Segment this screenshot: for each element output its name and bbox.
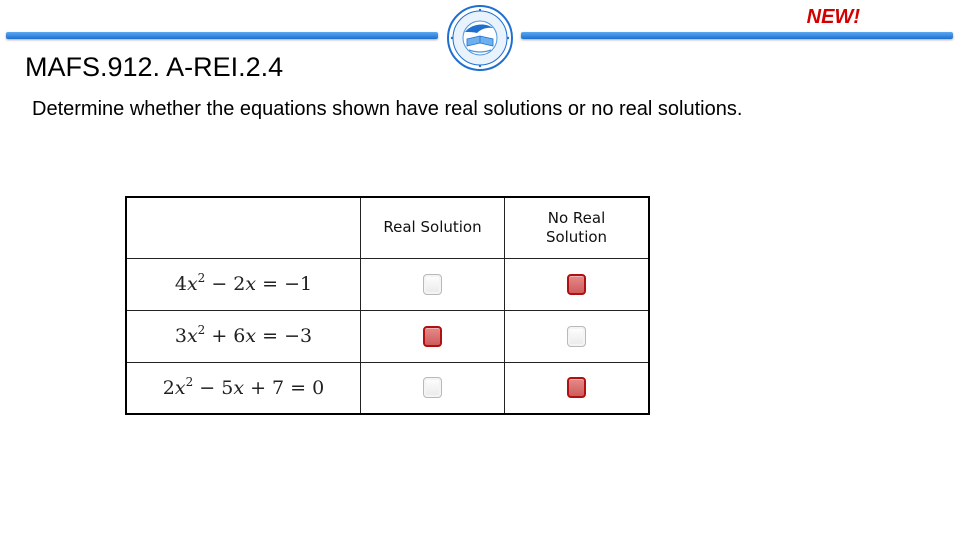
checkbox-icon[interactable]: [567, 377, 586, 398]
equation-coefficient-b: − 5: [193, 376, 234, 399]
no-real-solution-cell: [505, 258, 650, 310]
equation-constant: = −3: [256, 325, 313, 347]
equation-coefficient-b: − 2: [205, 273, 246, 295]
question-prompt: Determine whether the equations shown have real solutions or no real solutions.: [32, 98, 743, 120]
header-real-solution: Real Solution: [361, 197, 505, 258]
header-rule-left: [6, 32, 438, 39]
no-real-solution-cell: [505, 310, 650, 362]
no-real-solution-cell: [505, 362, 650, 414]
equation-coefficient-a: 3: [174, 325, 187, 347]
page-title: MAFS.912. A-REI.2.4: [25, 52, 284, 82]
checkbox-icon[interactable]: [423, 274, 442, 295]
real-solution-cell: [361, 362, 505, 414]
solution-table: [125, 196, 650, 415]
header-no-real-solution: [505, 197, 650, 258]
header-rule-right: [521, 32, 953, 39]
equation-constant: + 7 = 0: [244, 376, 325, 399]
equation-coefficient-a: 4: [174, 273, 187, 295]
school-district-seal-icon: [447, 5, 513, 71]
equation-cell: $4x^2 - 2x = -1$: [126, 258, 361, 310]
header-no-real-solution-label: No Real Solution: [545, 208, 608, 246]
checkbox-icon[interactable]: [567, 326, 586, 347]
equation-cell: $3x^2 + 6x = -3$: [126, 310, 361, 362]
equation-constant: = −1: [256, 273, 313, 295]
checkbox-icon[interactable]: [567, 274, 586, 295]
checkbox-icon[interactable]: [423, 326, 442, 347]
equation-coefficient-a: 2: [162, 376, 175, 399]
table-row: [126, 310, 649, 362]
table-row: [126, 258, 649, 310]
header-equation: [126, 197, 361, 258]
real-solution-cell: [361, 258, 505, 310]
equation-coefficient-b: + 6: [205, 325, 246, 347]
table-header-row: [126, 197, 649, 258]
new-badge: NEW!: [806, 6, 860, 28]
real-solution-cell: [361, 310, 505, 362]
table-row: [126, 362, 649, 414]
checkbox-icon[interactable]: [423, 377, 442, 398]
equation-cell: $2x^2 - 5x + 7 = 0$: [126, 362, 361, 414]
